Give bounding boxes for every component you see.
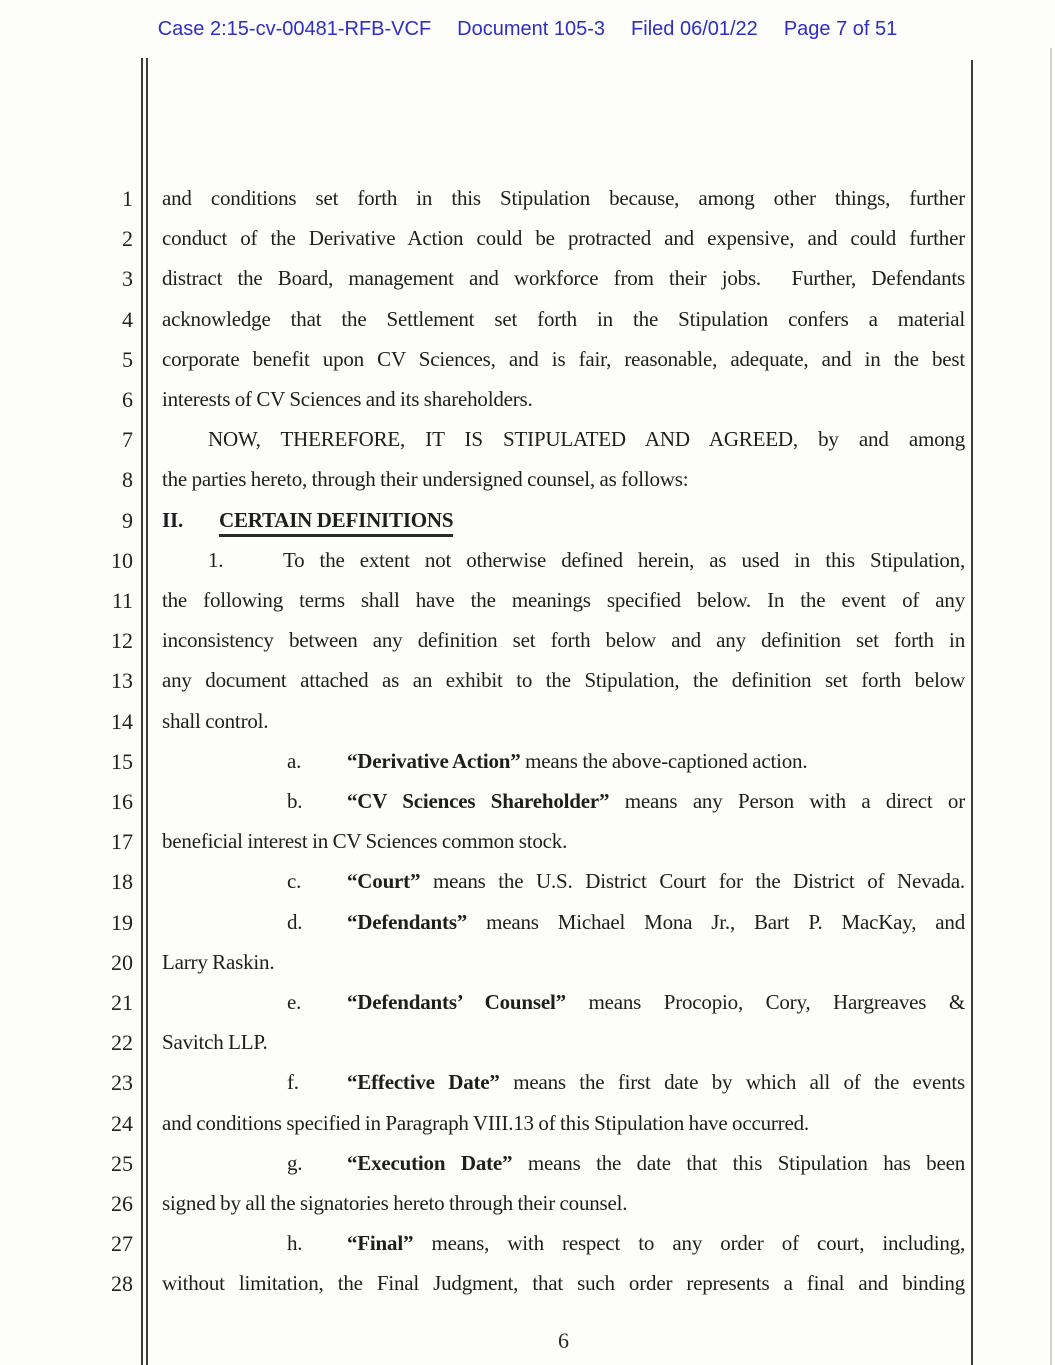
- document-line: [162, 1190, 965, 1217]
- document-line: [162, 748, 965, 775]
- line-number: 10: [111, 547, 133, 573]
- line-text: distract the Board, management and workforce from their jobs. Further, Defendants: [162, 266, 965, 291]
- line-text: and conditions specified in Paragraph VIII.13 of this Stipulation have occurred.: [162, 1110, 809, 1135]
- document-line: [162, 989, 965, 1016]
- defined-term: “CV Sciences Shareholder”: [347, 789, 610, 813]
- defined-term: “Court”: [347, 869, 421, 894]
- line-text: To the extent not otherwise defined herein, as used in this Stipulation,: [283, 547, 965, 572]
- line-number: 27: [111, 1231, 133, 1257]
- line-text: interests of CV Sciences and its shareholders.: [162, 387, 533, 411]
- paragraph-marker: d.: [287, 909, 303, 934]
- defined-term: “Final”: [347, 1231, 414, 1256]
- document-line: [162, 386, 965, 413]
- line-text: shall control.: [162, 708, 269, 733]
- line-number: 9: [122, 507, 133, 533]
- paragraph-marker: a.: [287, 748, 302, 773]
- document-line: [162, 708, 965, 735]
- line-text: signed by all the signatories hereto through their counsel.: [162, 1191, 628, 1215]
- defined-term: “Defendants’ Counsel”: [347, 990, 566, 1014]
- defined-term: “Execution Date”: [347, 1150, 513, 1175]
- line-number: 15: [111, 748, 133, 774]
- document-line: [162, 466, 965, 493]
- defined-term: “Derivative Action”: [347, 748, 521, 773]
- line-number: 22: [111, 1030, 133, 1056]
- case-header-segment: Page 7 of 51: [783, 18, 898, 40]
- case-header-segment: Document 105-3: [457, 18, 606, 40]
- line-number: 25: [111, 1150, 133, 1176]
- line-text: corporate benefit upon CV Sciences, and is fair, reasonable, adequate, and in the best: [162, 346, 965, 371]
- defined-term: “Effective Date”: [347, 1070, 500, 1095]
- line-number: 19: [111, 909, 133, 935]
- line-number: 20: [111, 949, 133, 975]
- document-line: [162, 426, 965, 453]
- defined-term: CERTAIN DEFINITIONS: [219, 508, 453, 537]
- line-text: acknowledge that the Settlement set forth in the Stipulation confers a material: [162, 306, 965, 331]
- line-text: means Michael Mona Jr., Bart P. MacKay, and: [467, 909, 965, 934]
- line-number: 5: [122, 346, 133, 372]
- paragraph-marker: e.: [287, 990, 302, 1014]
- line-text: beneficial interest in CV Sciences common stock.: [162, 829, 568, 854]
- document-line: [162, 1110, 965, 1137]
- line-number: 1: [122, 186, 133, 211]
- line-text: means the first date by which all of the events: [499, 1070, 965, 1095]
- paragraph-marker: 1.: [208, 547, 224, 572]
- document-line: [162, 1270, 965, 1297]
- line-number: 23: [111, 1070, 133, 1096]
- line-text: Savitch LLP.: [162, 1030, 268, 1055]
- line-number: 24: [111, 1110, 133, 1136]
- document-line: [162, 868, 965, 895]
- line-number: 14: [111, 708, 133, 734]
- paragraph-marker: g.: [287, 1150, 303, 1175]
- line-number: 18: [111, 869, 133, 895]
- line-number: 4: [122, 306, 133, 332]
- line-text: any document attached as an exhibit to the Stipulation, the definition set forth below: [162, 668, 965, 693]
- line-text: inconsistency between any definition set forth below and any definition set forth in: [162, 628, 965, 653]
- line-number: 6: [122, 387, 133, 412]
- line-number: 7: [122, 427, 133, 453]
- line-text: the following terms shall have the meanings specified below. In the event of any: [162, 588, 965, 612]
- document-line: [162, 547, 965, 574]
- document-line: [162, 346, 965, 373]
- line-text: means, with respect to any order of court, including,: [413, 1231, 965, 1256]
- left-double-rule-inner: [146, 58, 148, 1365]
- line-text: Larry Raskin.: [162, 949, 275, 974]
- document-line: [162, 185, 965, 212]
- defined-term: “Defendants”: [347, 909, 468, 934]
- line-number: 8: [122, 467, 133, 493]
- document-line: [162, 306, 965, 333]
- document-line: [162, 909, 965, 936]
- document-line: [162, 949, 965, 976]
- paragraph-marker: h.: [287, 1231, 303, 1256]
- document-line: [162, 1230, 965, 1257]
- document-line: [162, 627, 965, 654]
- line-number: 16: [111, 789, 133, 814]
- paragraph-marker: c.: [287, 869, 302, 894]
- document-line: [162, 1029, 965, 1056]
- line-text: conduct of the Derivative Action could be protracted and expensive, and could further: [162, 226, 965, 251]
- case-header: [0, 17, 1055, 41]
- document-line: [162, 788, 965, 815]
- document-line: [162, 667, 965, 694]
- line-text: means Procopio, Cory, Hargreaves &: [565, 990, 965, 1014]
- paragraph-marker: b.: [287, 789, 303, 813]
- line-text: means the date that this Stipulation has been: [512, 1150, 965, 1175]
- line-text: NOW, THEREFORE, IT IS STIPULATED AND AGREED, by and among: [208, 427, 965, 452]
- line-text: without limitation, the Final Judgment, that such order represents a final and binding: [162, 1271, 965, 1296]
- left-double-rule-outer: [141, 58, 143, 1365]
- document-line: [162, 265, 965, 292]
- line-number: 11: [111, 588, 133, 613]
- line-text: the parties hereto, through their undersigned counsel, as follows:: [162, 467, 689, 492]
- line-number: 2: [122, 226, 133, 252]
- case-header-segment: Case 2:15-cv-00481-RFB-VCF: [157, 18, 432, 40]
- case-header-segment: Filed 06/01/22: [631, 18, 758, 40]
- paragraph-marker: f.: [287, 1070, 299, 1095]
- document-line: [162, 1150, 965, 1177]
- scan-edge-artifact: [1050, 48, 1052, 1365]
- section-heading: [162, 507, 965, 534]
- line-number: 28: [111, 1271, 133, 1297]
- line-text: means the above-captioned action.: [520, 748, 808, 773]
- document-line: [162, 1069, 965, 1096]
- document-line: [162, 225, 965, 252]
- document-line: [162, 828, 965, 855]
- line-text: and conditions set forth in this Stipulation because, among other things, further: [162, 186, 965, 210]
- right-rule: [971, 60, 973, 1365]
- line-number: 26: [111, 1191, 133, 1216]
- line-number: 17: [111, 829, 133, 855]
- document-line: [162, 587, 965, 614]
- line-number: 13: [111, 668, 133, 694]
- line-number: 21: [111, 990, 133, 1015]
- page-number: 6: [558, 1328, 569, 1353]
- line-number: 12: [111, 628, 133, 654]
- line-text: means the U.S. District Court for the District of Nevada.: [420, 869, 965, 894]
- paragraph-marker: II.: [162, 507, 183, 532]
- line-text: means any Person with a direct or: [609, 789, 965, 813]
- line-number: 3: [122, 266, 133, 292]
